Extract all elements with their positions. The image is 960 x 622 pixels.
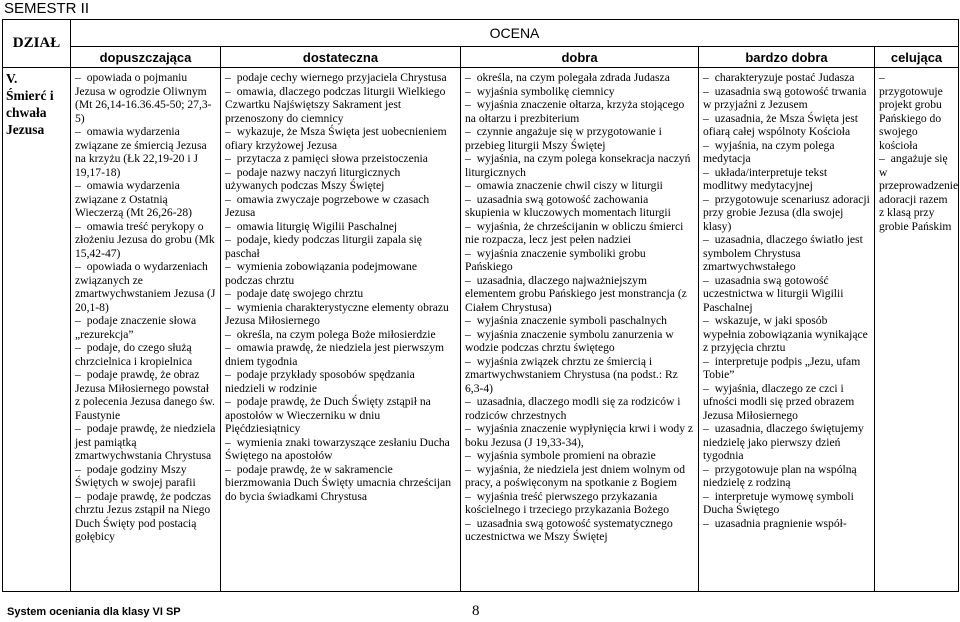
requirement-text: uzasadnia, dlaczego najważniejszym elementem grobu Pańskiego jest monstrancja (z Ciałem Chrystusa) bbox=[465, 273, 687, 314]
requirement-item: – omawia liturgię Wigilii Paschalnej bbox=[225, 219, 398, 233]
requirement-item: – czynnie angażuje się w przygotowanie i przebieg liturgii Mszy Świętej bbox=[465, 125, 662, 152]
requirement-item: – określa, na czym polegała zdrada Judasza bbox=[465, 71, 670, 84]
requirement-item: – uzasadnia swą gotowość uczestnictwa w liturgii Wigilii Paschalnej bbox=[703, 273, 844, 314]
requirement-item: – opowiada o wydarzeniach związanych ze zmartwychwstaniem Jezusa (J 20,1-8) bbox=[75, 260, 216, 314]
requirement-item: – przygotowuje scenariusz adoracji przy grobie Jezusa (dla swojej klasy) bbox=[703, 192, 870, 233]
requirement-item: – wyjaśnia związek chrztu ze śmiercią i zmartwychwstaniem Chrystusa (na podst.: Rz 6,3-4) bbox=[465, 354, 678, 395]
requirement-item: – wyjaśnia, że chrześcijanin w obliczu śmierci nie rozpacza, lecz jest pełen nadziei bbox=[465, 219, 684, 246]
requirement-text: przygotowuje projekt grobu Pańskiego do swojego kościoła bbox=[879, 84, 943, 152]
requirement-item: – wyjaśnia znaczenie symboli paschalnych bbox=[465, 314, 667, 327]
semester-label: SEMESTR II bbox=[4, 0, 90, 17]
requirement-text: wymienia znaki towarzyszące zesłaniu Ducha Świętego na apostołów bbox=[225, 435, 450, 462]
requirement-text: wyjaśnia symbole promieni na obrazie bbox=[476, 449, 656, 462]
requirement-text: omawia treść perykopy o złożeniu Jezusa do grobu (Mk 15,42-47) bbox=[75, 219, 215, 260]
requirement-item: – wyjaśnia znaczenie symboliki grobu Pańskiego bbox=[465, 246, 646, 273]
column-dobra bbox=[461, 68, 699, 592]
requirement-item: – omawia prawdę, że niedziela jest pierwszym dniem tygodnia bbox=[225, 341, 445, 368]
requirement-item: – podaje datę swojego chrztu bbox=[225, 287, 364, 300]
section-title-line: Jezusa bbox=[6, 122, 45, 137]
requirement-text: uzasadnia swą gotowość uczestnictwa w liturgii Wigilii Paschalnej bbox=[703, 273, 844, 314]
requirement-item: – przytacza z pamięci słowa przeistoczenia bbox=[225, 152, 428, 165]
requirement-item: – wyjaśnia znaczenie ołtarza, krzyża stojącego na ołtarzu i prezbiterium bbox=[465, 98, 685, 125]
requirement-text: podaje prawdę, że niedziela jest pamiątką zmartwychwstania Chrystusa bbox=[75, 422, 216, 462]
requirement-item: – wyjaśnia, na czym polega konsekracja naczyń liturgicznych bbox=[465, 152, 691, 179]
requirement-text: uzasadnia swą gotowość systematycznego uczestnictwa we Mszy Świętej bbox=[465, 516, 673, 543]
requirement-item: – wymienia charakterystyczne elementy obrazu Jezusa Miłosiernego bbox=[225, 300, 449, 327]
requirement-text: omawia wydarzenia związane ze śmiercią Jezusa na krzyżu (Łk 22,19-20 i J 19,17-18) bbox=[75, 125, 207, 179]
requirement-text: uzasadnia swą gotowość zachowania skupienia w kluczowych momentach liturgii bbox=[465, 192, 671, 219]
requirement-text: podaje nazwy naczyń liturgicznych używanych podczas Mszy Świętej bbox=[225, 165, 401, 192]
column-celujaca bbox=[875, 68, 959, 592]
requirement-text: opowiada o wydarzeniach związanych ze zmartwychwstaniem Jezusa (J 20,1-8) bbox=[75, 260, 216, 314]
requirement-text: omawia prawdę, że niedziela jest pierwszym dniem tygodnia bbox=[225, 341, 445, 368]
requirement-item: – określa, na czym polega Boże miłosierdzie bbox=[225, 327, 436, 341]
column-dostateczna bbox=[221, 68, 461, 592]
requirement-text: omawia wydarzenia związane z Ostatnią Wieczerzą (Mt 26,26-28) bbox=[75, 179, 193, 219]
requirement-item: – podaje godziny Mszy Świętych w swojej parafii bbox=[75, 462, 196, 489]
requirement-text: wyjaśnia, dlaczego ze czci i ufności modli się przed obrazem Jezusa Miłosiernego bbox=[703, 381, 855, 422]
header-level-dopuszczajaca: dopuszczająca bbox=[71, 47, 221, 68]
requirement-text: wyjaśnia, że niedziela jest dniem wolnym od pracy, a poświęconym na spotkanie z Bogiem bbox=[465, 462, 686, 489]
requirement-item: – podaje, kiedy podczas liturgii zapala się paschał bbox=[225, 233, 422, 260]
requirement-text: uzasadnia, dlaczego światło jest symbolem Chrystusa zmartwychwstałego bbox=[703, 233, 863, 273]
requirement-text: wymienia zobowiązania podejmowane podczas chrztu bbox=[225, 260, 417, 287]
header-level-dobra: dobra bbox=[461, 47, 699, 68]
section-title-line: Śmierć i bbox=[6, 88, 54, 103]
requirement-item: – omawia znaczenie chwil ciszy w liturgii bbox=[465, 179, 663, 192]
requirement-text: wyjaśnia znaczenie ołtarza, krzyża stojącego na ołtarzu i prezbiterium bbox=[465, 98, 685, 125]
requirement-text: podaje prawdę, że obraz Jezusa Miłosiernego powstał z polecenia Jezusa danego św. Faustynie bbox=[75, 368, 215, 422]
requirement-text: podaje prawdę, że w sakramencie bierzmowania Duch Święty umacnia chrześcijan do bycia świadkami Chrystusa bbox=[225, 462, 451, 503]
requirement-text: podaje datę swojego chrztu bbox=[236, 287, 364, 300]
requirement-item: – uzasadnia, dlaczego światło jest symbolem Chrystusa zmartwychwstałego bbox=[703, 233, 863, 273]
requirement-item: – podaje prawdę, że w sakramencie bierzmowania Duch Święty umacnia chrześcijan do bycia świadkami Chrystusa bbox=[225, 462, 451, 503]
requirement-text: określa, na czym polega Boże miłosierdzie bbox=[236, 327, 436, 341]
requirement-text: omawia, dlaczego podczas liturgii Wielkiego Czwartku Najświętszy Sakrament jest przenoszony do ciemnicy bbox=[225, 84, 446, 125]
header-ocena: OCENA bbox=[71, 20, 959, 47]
requirement-item: – układa/interpretuje tekst modlitwy medytacyjnej bbox=[703, 165, 828, 192]
requirement-text: układa/interpretuje tekst modlitwy medytacyjnej bbox=[703, 165, 828, 192]
requirement-text: uzasadnia, dlaczego modli się za rodziców i rodziców chrzestnych bbox=[465, 395, 681, 422]
requirement-item: – podaje prawdę, że niedziela jest pamiątką zmartwychwstania Chrystusa bbox=[75, 422, 216, 462]
requirement-text: wyjaśnia symbolikę ciemnicy bbox=[476, 84, 615, 98]
requirement-text: czynnie angażuje się w przygotowanie i przebieg liturgii Mszy Świętej bbox=[465, 125, 662, 152]
column-dopuszczajaca bbox=[71, 68, 221, 592]
requirement-text: przytacza z pamięci słowa przeistoczenia bbox=[236, 152, 428, 165]
requirement-item: – omawia zwyczaje pogrzebowe w czasach Jezusa bbox=[225, 192, 430, 219]
requirement-text: omawia liturgię Wigilii Paschalnej bbox=[236, 219, 398, 233]
requirement-text: podaje prawdę, że Duch Święty zstąpił na apostołów w Wieczerniku w dniu Pięćdziesiątnicy bbox=[225, 395, 431, 435]
requirement-item: – podaje nazwy naczyń liturgicznych używanych podczas Mszy Świętej bbox=[225, 165, 401, 192]
requirement-item: – przygotowuje plan na wspólną niedzielę z rodziną bbox=[703, 462, 857, 489]
requirement-text: interpretuje wymowę symboli Ducha Świętego bbox=[703, 489, 854, 516]
column-bardzo-dobra bbox=[699, 68, 875, 592]
requirement-item: – interpretuje podpis „Jezu, ufam Tobie” bbox=[703, 354, 861, 381]
requirement-item: – wskazuje, w jaki sposób wypełnia zobowiązania wynikające z przyjęcia chrztu bbox=[703, 314, 868, 354]
requirement-text: wyjaśnia znaczenie symbolu zanurzenia w wodzie podczas chrztu świętego bbox=[465, 327, 674, 354]
requirement-item: – wymienia znaki towarzyszące zesłaniu Ducha Świętego na apostołów bbox=[225, 435, 450, 462]
requirement-text: wyjaśnia, na czym polega medytacja bbox=[703, 138, 835, 165]
requirement-item: – przygotowuje projekt grobu Pańskiego do swojego kościoła bbox=[879, 71, 943, 152]
requirement-text: wyjaśnia treść pierwszego przykazania kościelnego i trzeciego przykazania Bożego bbox=[465, 489, 670, 516]
requirement-item: – omawia wydarzenia związane ze śmiercią Jezusa na krzyżu (Łk 22,19-20 i J 19,17-18) bbox=[75, 125, 207, 179]
section-title-line: chwała bbox=[6, 105, 47, 120]
requirement-text: podaje cechy wiernego przyjaciela Chrystusa bbox=[236, 71, 447, 84]
header-dzial: DZIAŁ bbox=[3, 20, 71, 68]
requirement-text: angażuje się w przeprowadzenie adoracji razem z klasą przy grobie Pańskim bbox=[879, 152, 959, 233]
requirement-item: – omawia treść perykopy o złożeniu Jezusa do grobu (Mk 15,42-47) bbox=[75, 219, 215, 260]
requirement-item: – podaje przykłady sposobów spędzania niedzieli w rodzinie bbox=[225, 368, 415, 395]
requirement-item: – wyjaśnia znaczenie wypłynięcia krwi i wody z boku Jezusa (J 19,33-34), bbox=[465, 422, 694, 449]
requirement-item: – wyjaśnia treść pierwszego przykazania kościelnego i trzeciego przykazania Bożego bbox=[465, 489, 670, 516]
requirement-item: – podaje znaczenie słowa „rezurekcja” bbox=[75, 314, 197, 341]
requirement-item: – podaje, do czego służą chrzcielnica i kropielnica bbox=[75, 341, 193, 368]
requirement-text: wyjaśnia, że chrześcijanin w obliczu śmierci nie rozpacza, lecz jest pełen nadziei bbox=[465, 219, 684, 246]
requirement-text: przygotowuje plan na wspólną niedzielę z rodziną bbox=[703, 462, 857, 489]
requirement-item: – wyjaśnia symbolikę ciemnicy bbox=[465, 84, 615, 98]
requirement-item: – angażuje się w przeprowadzenie adoracji razem z klasą przy grobie Pańskim bbox=[879, 152, 959, 233]
requirement-text: wyjaśnia znaczenie wypłynięcia krwi i wody z boku Jezusa (J 19,33-34), bbox=[465, 422, 694, 449]
requirement-text: podaje godziny Mszy Świętych w swojej parafii bbox=[75, 462, 196, 489]
requirement-item: – interpretuje wymowę symboli Ducha Świętego bbox=[703, 489, 854, 516]
requirement-text: uzasadnia pragnienie współ- bbox=[714, 516, 847, 530]
requirement-item: – uzasadnia, że Msza Święta jest ofiarą całej wspólnoty Kościoła bbox=[703, 111, 858, 138]
requirement-text: podaje znaczenie słowa „rezurekcja” bbox=[75, 314, 197, 341]
requirement-text: wyjaśnia związek chrztu ze śmiercią i zmartwychwstaniem Chrystusa (na podst.: Rz 6,3-4) bbox=[465, 354, 678, 395]
requirement-item: – podaje cechy wiernego przyjaciela Chrystusa bbox=[225, 71, 447, 84]
requirement-item: – charakteryzuje postać Judasza bbox=[703, 71, 855, 84]
requirement-item: – wyjaśnia, na czym polega medytacja bbox=[703, 138, 835, 165]
section-title-line: V. bbox=[6, 71, 18, 86]
requirement-text: wyjaśnia, na czym polega konsekracja naczyń liturgicznych bbox=[465, 152, 691, 179]
requirement-item: – wykazuje, że Msza Święta jest uobecnieniem ofiary krzyżowej Jezusa bbox=[225, 125, 447, 152]
grading-table bbox=[2, 19, 959, 592]
requirement-item: – omawia, dlaczego podczas liturgii Wielkiego Czwartku Najświętszy Sakrament jest przenoszony do ciemnicy bbox=[225, 84, 446, 125]
page-number: 8 bbox=[472, 603, 480, 619]
requirement-item: – wyjaśnia, dlaczego ze czci i ufności modli się przed obrazem Jezusa Miłosiernego bbox=[703, 381, 855, 422]
requirement-text: wyjaśnia znaczenie symboliki grobu Pańskiego bbox=[465, 246, 646, 273]
requirement-item: – podaje prawdę, że podczas chrztu Jezus zstąpił na Niego Duch Święty pod postacią gołębicy bbox=[75, 489, 211, 543]
requirement-text: wymienia charakterystyczne elementy obrazu Jezusa Miłosiernego bbox=[225, 300, 449, 327]
requirement-item: – uzasadnia, dlaczego najważniejszym elementem grobu Pańskiego jest monstrancja (z Ciałem Chrystusa) bbox=[465, 273, 687, 314]
requirement-item: – podaje prawdę, że obraz Jezusa Miłosiernego powstał z polecenia Jezusa danego św. Faustynie bbox=[75, 368, 215, 422]
requirement-text: wskazuje, w jaki sposób wypełnia zobowiązania wynikające z przyjęcia chrztu bbox=[703, 314, 868, 354]
requirement-text: uzasadnia, dlaczego świętujemy niedzielę jako pierwszy dzień tygodnia bbox=[703, 422, 864, 462]
requirement-item: – wyjaśnia znaczenie symbolu zanurzenia w wodzie podczas chrztu świętego bbox=[465, 327, 674, 354]
requirement-item: – wymienia zobowiązania podejmowane podczas chrztu bbox=[225, 260, 417, 287]
requirement-item: – uzasadnia swą gotowość systematycznego uczestnictwa we Mszy Świętej bbox=[465, 516, 673, 543]
header-level-bardzo-dobra: bardzo dobra bbox=[699, 47, 875, 68]
section-title bbox=[3, 68, 71, 592]
requirement-item: – uzasadnia, dlaczego świętujemy niedzielę jako pierwszy dzień tygodnia bbox=[703, 422, 864, 462]
requirement-text: uzasadnia, że Msza Święta jest ofiarą całej wspólnoty Kościoła bbox=[703, 111, 858, 138]
header-level-celujaca: celująca bbox=[875, 47, 959, 68]
requirement-text: wyjaśnia znaczenie symboli paschalnych bbox=[476, 314, 667, 327]
requirement-text: wykazuje, że Msza Święta jest uobecnieniem ofiary krzyżowej Jezusa bbox=[225, 125, 447, 152]
requirement-text: podaje, do czego służą chrzcielnica i kropielnica bbox=[75, 341, 193, 368]
footer-title: System oceniania dla klasy VI SP bbox=[7, 606, 181, 618]
requirement-item: – uzasadnia swą gotowość zachowania skupienia w kluczowych momentach liturgii bbox=[465, 192, 671, 219]
requirement-text: przygotowuje scenariusz adoracji przy grobie Jezusa (dla swojej klasy) bbox=[703, 192, 870, 233]
requirement-text: opowiada o pojmaniu Jezusa w ogrodzie Oliwnym (Mt 26,14-16.36.45-50; 27,3-5) bbox=[75, 71, 212, 125]
requirement-text: określa, na czym polegała zdrada Judasza bbox=[476, 71, 670, 84]
requirement-item: – wyjaśnia, że niedziela jest dniem wolnym od pracy, a poświęconym na spotkanie z Bogiem bbox=[465, 462, 686, 489]
requirement-item: – podaje prawdę, że Duch Święty zstąpił na apostołów w Wieczerniku w dniu Pięćdziesiątnicy bbox=[225, 395, 431, 435]
requirement-item: – omawia wydarzenia związane z Ostatnią Wieczerzą (Mt 26,26-28) bbox=[75, 179, 193, 219]
requirement-item: – opowiada o pojmaniu Jezusa w ogrodzie Oliwnym (Mt 26,14-16.36.45-50; 27,3-5) bbox=[75, 71, 212, 125]
requirement-item: – wyjaśnia symbole promieni na obrazie bbox=[465, 449, 656, 462]
requirement-item: – uzasadnia, dlaczego modli się za rodziców i rodziców chrzestnych bbox=[465, 395, 681, 422]
requirement-text: podaje prawdę, że podczas chrztu Jezus zstąpił na Niego Duch Święty pod postacią gołębicy bbox=[75, 489, 211, 543]
requirement-item: – uzasadnia swą gotowość trwania w przyjaźni z Jezusem bbox=[703, 84, 867, 111]
requirement-item: – uzasadnia pragnienie współ- bbox=[703, 516, 847, 530]
requirement-text: uzasadnia swą gotowość trwania w przyjaźni z Jezusem bbox=[703, 84, 867, 111]
requirement-text: omawia zwyczaje pogrzebowe w czasach Jezusa bbox=[225, 192, 430, 219]
header-level-dostateczna: dostateczna bbox=[221, 47, 461, 68]
requirement-text: podaje przykłady sposobów spędzania niedzieli w rodzinie bbox=[225, 368, 415, 395]
requirement-text: charakteryzuje postać Judasza bbox=[714, 71, 855, 84]
requirement-text: omawia znaczenie chwil ciszy w liturgii bbox=[476, 179, 663, 192]
requirement-text: interpretuje podpis „Jezu, ufam Tobie” bbox=[703, 354, 861, 381]
requirement-text: podaje, kiedy podczas liturgii zapala się paschał bbox=[225, 233, 422, 260]
